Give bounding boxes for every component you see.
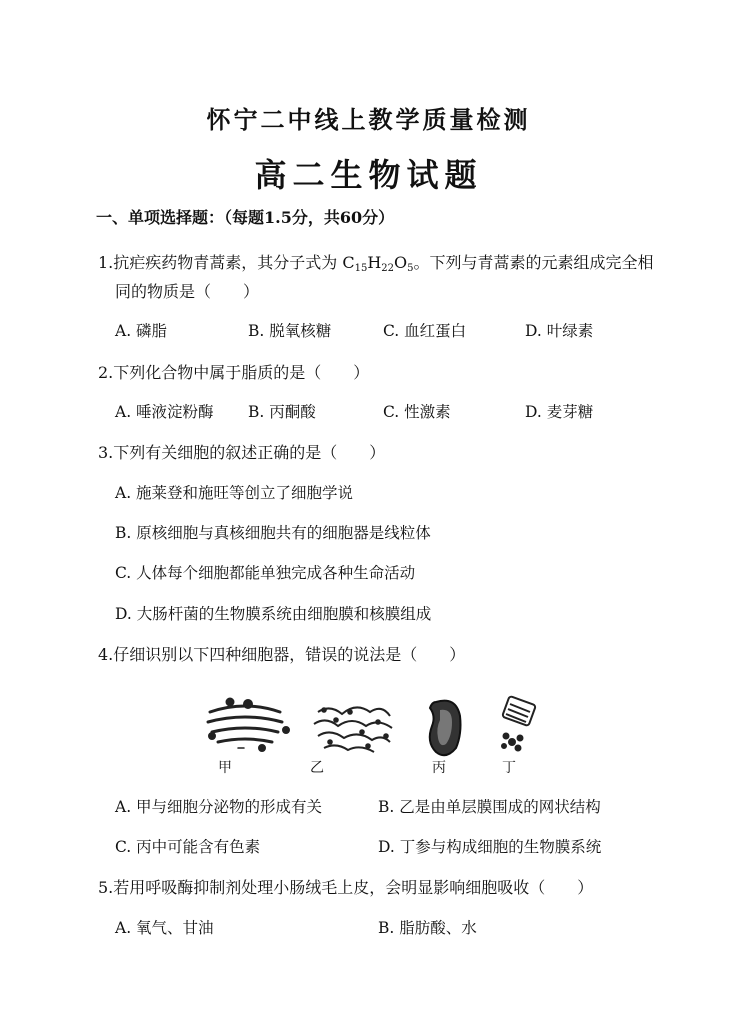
q5-option-a[interactable]: A. 氧气、甘油 xyxy=(115,919,214,937)
figure-label-jia: 甲 xyxy=(218,760,232,776)
school-title: 怀宁二中线上教学质量检测 xyxy=(206,105,531,134)
q2-option-c[interactable]: C. 性激素 xyxy=(383,403,451,421)
golgi-apparatus-drawing xyxy=(208,699,289,751)
question-1-stem xyxy=(98,250,654,274)
q1-o: O xyxy=(394,253,408,272)
q2-option-d[interactable]: D. 麦芽糖 xyxy=(525,403,594,421)
q4-option-d[interactable]: D. 丁参与构成细胞的生物膜系统 xyxy=(378,838,602,856)
figure-label-yi: 乙 xyxy=(310,760,324,776)
q1-option-a[interactable]: A. 磷脂 xyxy=(115,322,168,340)
section-heading: 一、单项选择题：（每题1.5分，共60分） xyxy=(96,208,395,227)
figure-label-ding: 丁 xyxy=(502,760,516,776)
question-3-stem: 3.下列有关细胞的叙述正确的是（ ） xyxy=(98,443,386,462)
q4-option-c[interactable]: C. 丙中可能含有色素 xyxy=(115,838,261,856)
q1-stem-part1: 1.抗疟疾药物青蒿素，其分子式为 C xyxy=(98,253,355,272)
q1-sub2: 22 xyxy=(381,263,395,274)
q4-option-b[interactable]: B. 乙是由单层膜围成的网状结构 xyxy=(378,798,601,816)
q3-option-c[interactable]: C. 人体每个细胞都能单独完成各种生命活动 xyxy=(115,564,416,582)
centriole-drawing xyxy=(502,696,536,751)
q2-option-b[interactable]: B. 丙酮酸 xyxy=(248,403,316,421)
q1-sub1: 15 xyxy=(354,263,368,274)
question-4-stem: 4.仔细识别以下四种细胞器，错误的说法是（ ） xyxy=(98,645,466,664)
q3-option-a[interactable]: A. 施莱登和施旺等创立了细胞学说 xyxy=(115,484,354,502)
q1-option-d[interactable]: D. 叶绿素 xyxy=(525,322,594,340)
question-2-stem: 2.下列化合物中属于脂质的是（ ） xyxy=(98,363,370,382)
q1-sub3: 5 xyxy=(407,263,414,274)
q1-h: H xyxy=(367,253,382,272)
figure-label-bing: 丙 xyxy=(432,760,446,776)
q3-option-b[interactable]: B. 原核细胞与真核细胞共有的细胞器是线粒体 xyxy=(115,524,431,542)
q4-option-a[interactable]: A. 甲与细胞分泌物的形成有关 xyxy=(115,798,323,816)
q1-option-c[interactable]: C. 血红蛋白 xyxy=(383,322,467,340)
question-5-stem: 5.若用呼吸酶抑制剂处理小肠绒毛上皮，会明显影响细胞吸收（ ） xyxy=(98,878,594,897)
q3-option-d[interactable]: D. 大肠杆菌的生物膜系统由细胞膜和核膜组成 xyxy=(115,605,432,623)
q1-option-b[interactable]: B. 脱氧核糖 xyxy=(248,322,332,340)
endoplasmic-reticulum-drawing xyxy=(314,707,392,752)
vacuole-drawing xyxy=(430,701,461,756)
q5-option-b[interactable]: B. 脂肪酸、水 xyxy=(378,919,477,937)
exam-title: 高二生物试题 xyxy=(254,156,483,194)
question-1-stem-line2: 同的物质是（ ） xyxy=(115,282,260,301)
q1-stem-part2: 。下列与青蒿素的元素组成完全相 xyxy=(413,253,654,272)
q2-option-a[interactable]: A. 唾液淀粉酶 xyxy=(115,403,214,421)
